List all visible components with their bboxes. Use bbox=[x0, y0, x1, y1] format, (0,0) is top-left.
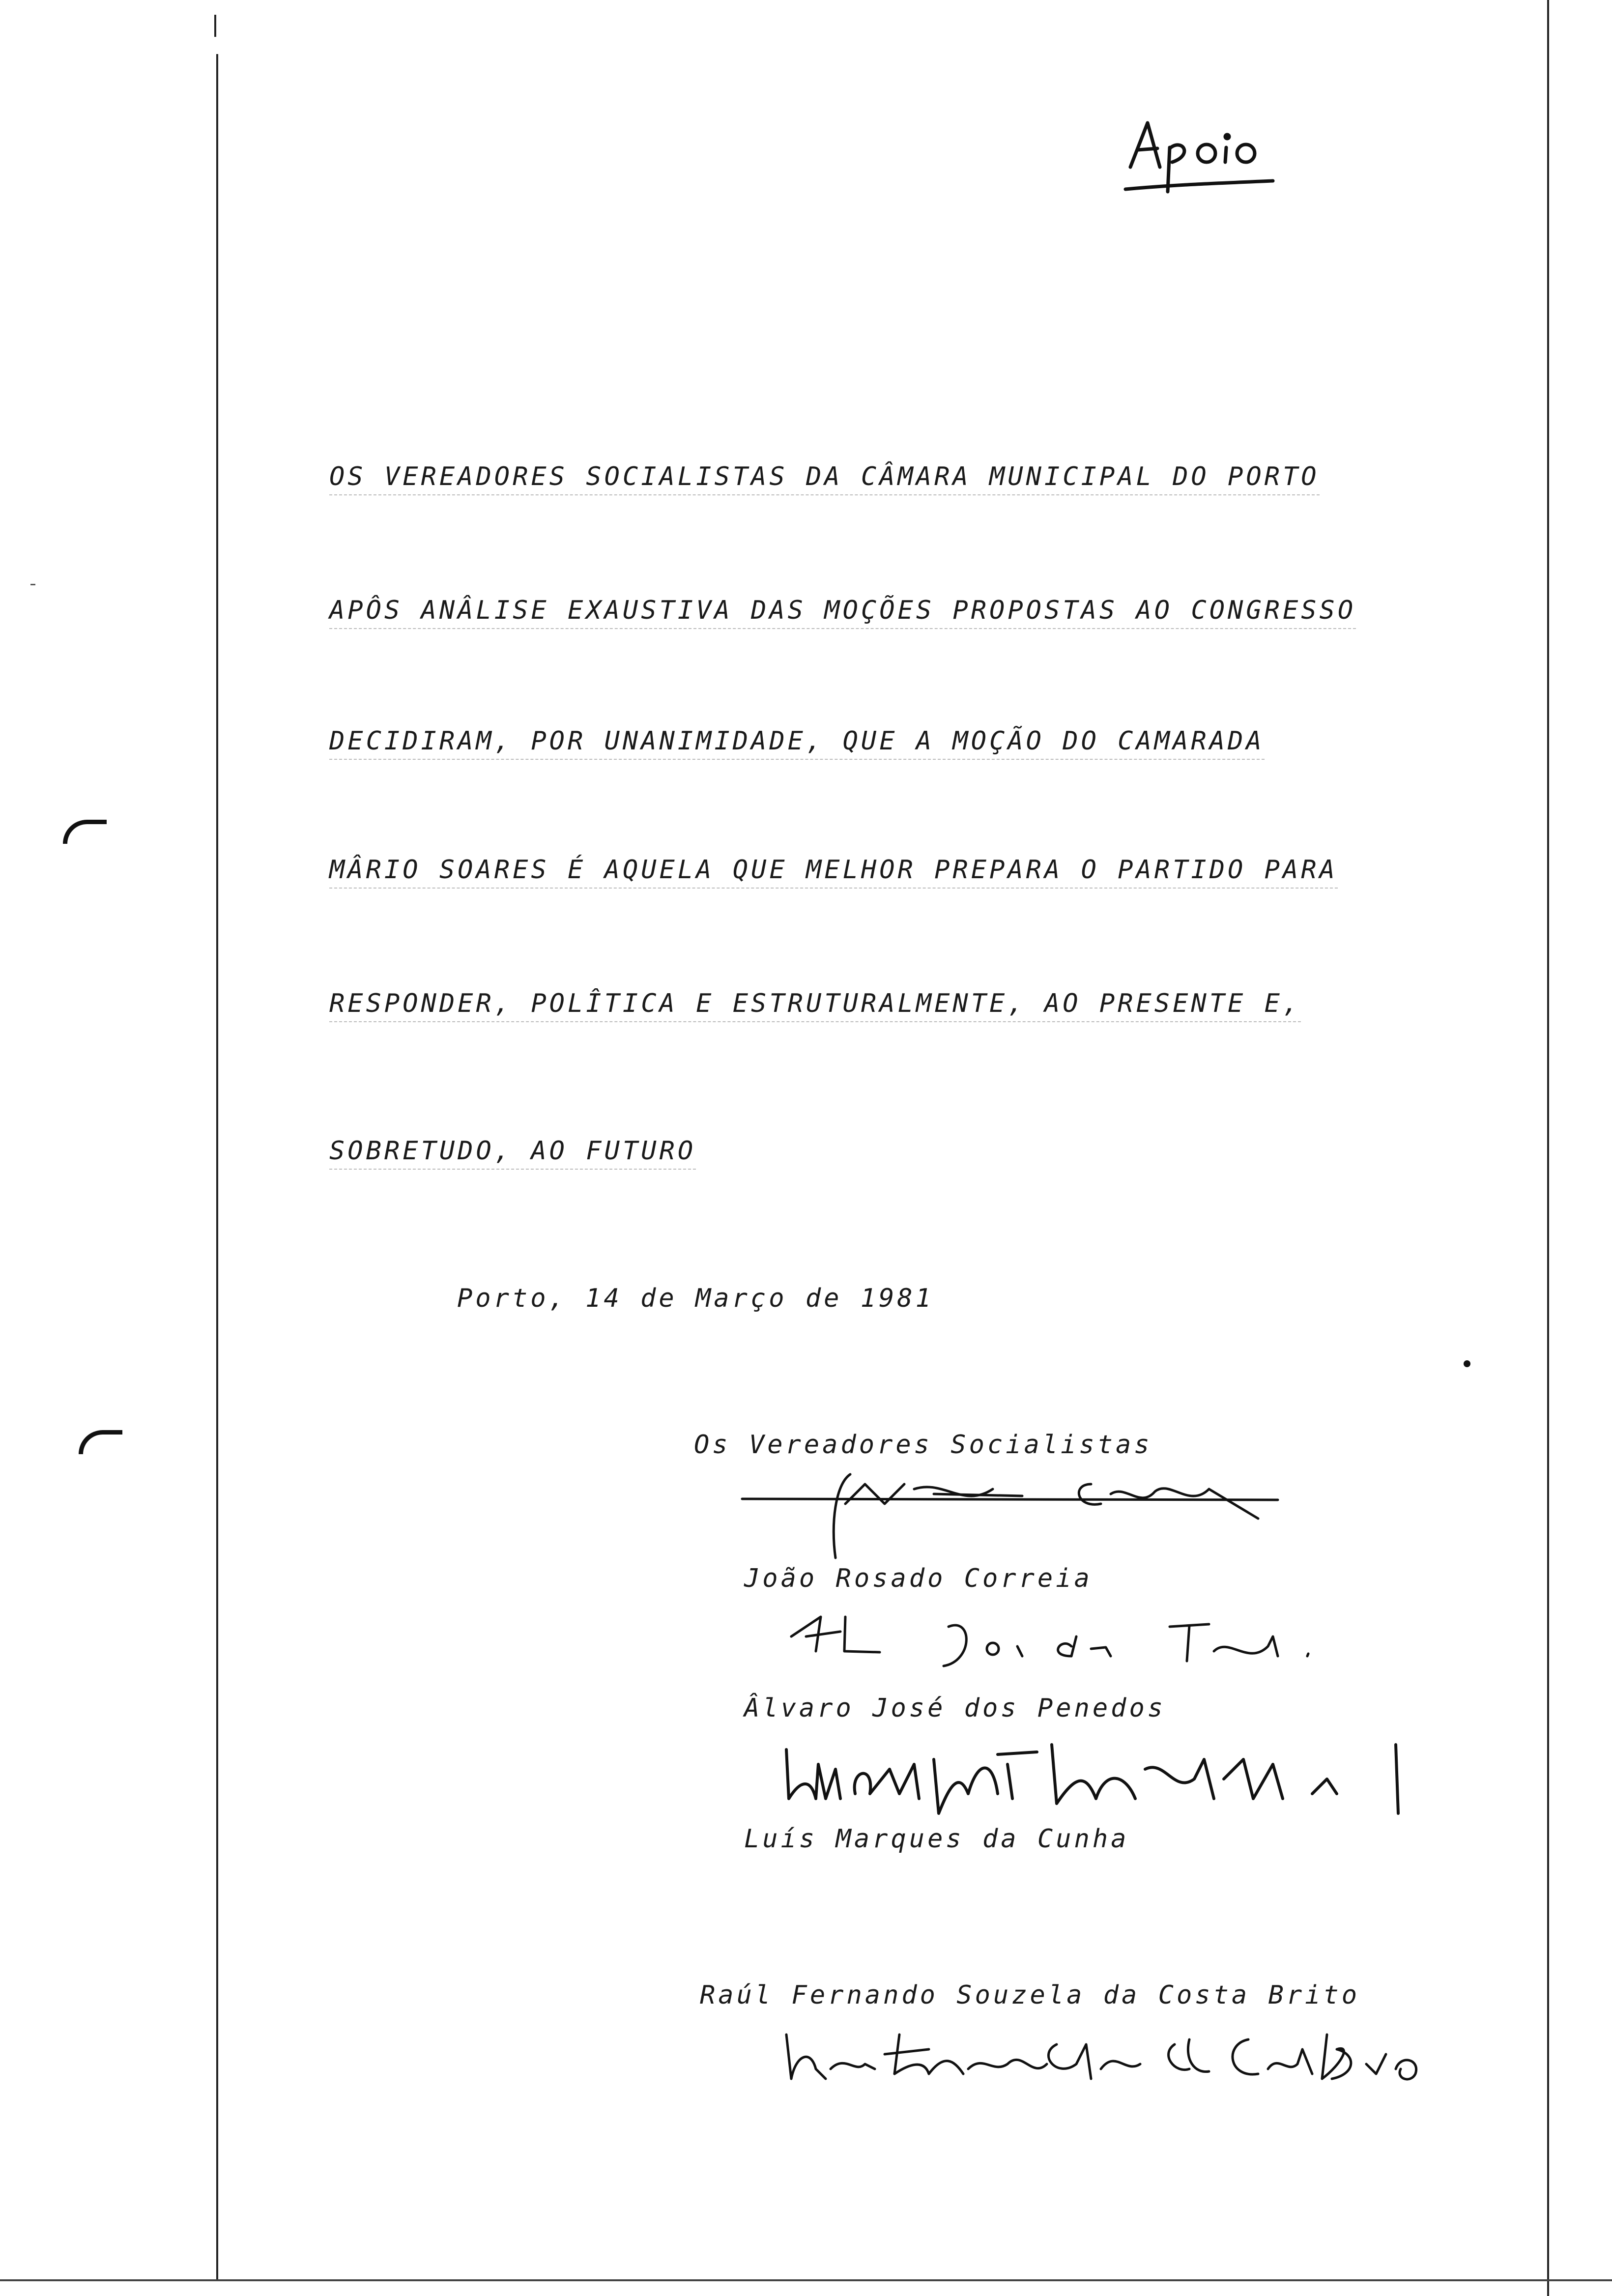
date-line: Porto, 14 de Março de 1981 bbox=[457, 1284, 934, 1313]
handwritten-signature bbox=[737, 1464, 1307, 1563]
ink-dot bbox=[1464, 1360, 1470, 1367]
signatory-name: Luís Marques da Cunha bbox=[744, 1824, 1129, 1854]
body-line: SOBRETUDO, AO FUTURO bbox=[329, 1136, 696, 1170]
handwritten-signature bbox=[786, 1607, 1376, 1676]
body-line: MÂRIO SOARES É AQUELA QUE MELHOR PREPARA O PARTIDO PARA bbox=[329, 855, 1338, 889]
punch-hole-mark bbox=[79, 1430, 122, 1454]
signatory-name: João Rosado Correia bbox=[744, 1564, 1093, 1593]
body-line: RESPONDER, POLÎTICA E ESTRUTURALMENTE, AO PRESENTE E, bbox=[329, 989, 1301, 1022]
stray-mark bbox=[30, 584, 35, 585]
handwritten-header-note bbox=[1121, 108, 1288, 206]
right-margin-line bbox=[1547, 0, 1549, 2296]
signatory-name: Âlvaro José dos Penedos bbox=[744, 1693, 1166, 1723]
margin-tick bbox=[214, 15, 216, 37]
signatories-heading: Os Vereadores Socialistas bbox=[694, 1430, 1152, 1460]
punch-hole-mark bbox=[63, 820, 107, 844]
signatory-name: Raúl Fernando Souzela da Costa Brito bbox=[700, 1980, 1360, 2010]
bottom-edge-line bbox=[0, 2279, 1612, 2281]
body-line: APÔS ANÂLISE EXAUSTIVA DAS MOÇÕES PROPOSTAS AO CONGRESSO bbox=[329, 596, 1356, 629]
left-margin-line bbox=[216, 54, 218, 2280]
handwritten-signature bbox=[781, 2015, 1445, 2089]
body-line: DECIDIRAM, POR UNANIMIDADE, QUE A MOÇÃO DO CAMARADA bbox=[329, 726, 1265, 760]
body-line: OS VEREADORES SOCIALISTAS DA CÂMARA MUNICIPAL DO PORTO bbox=[329, 462, 1320, 495]
handwritten-signature bbox=[781, 1730, 1420, 1818]
